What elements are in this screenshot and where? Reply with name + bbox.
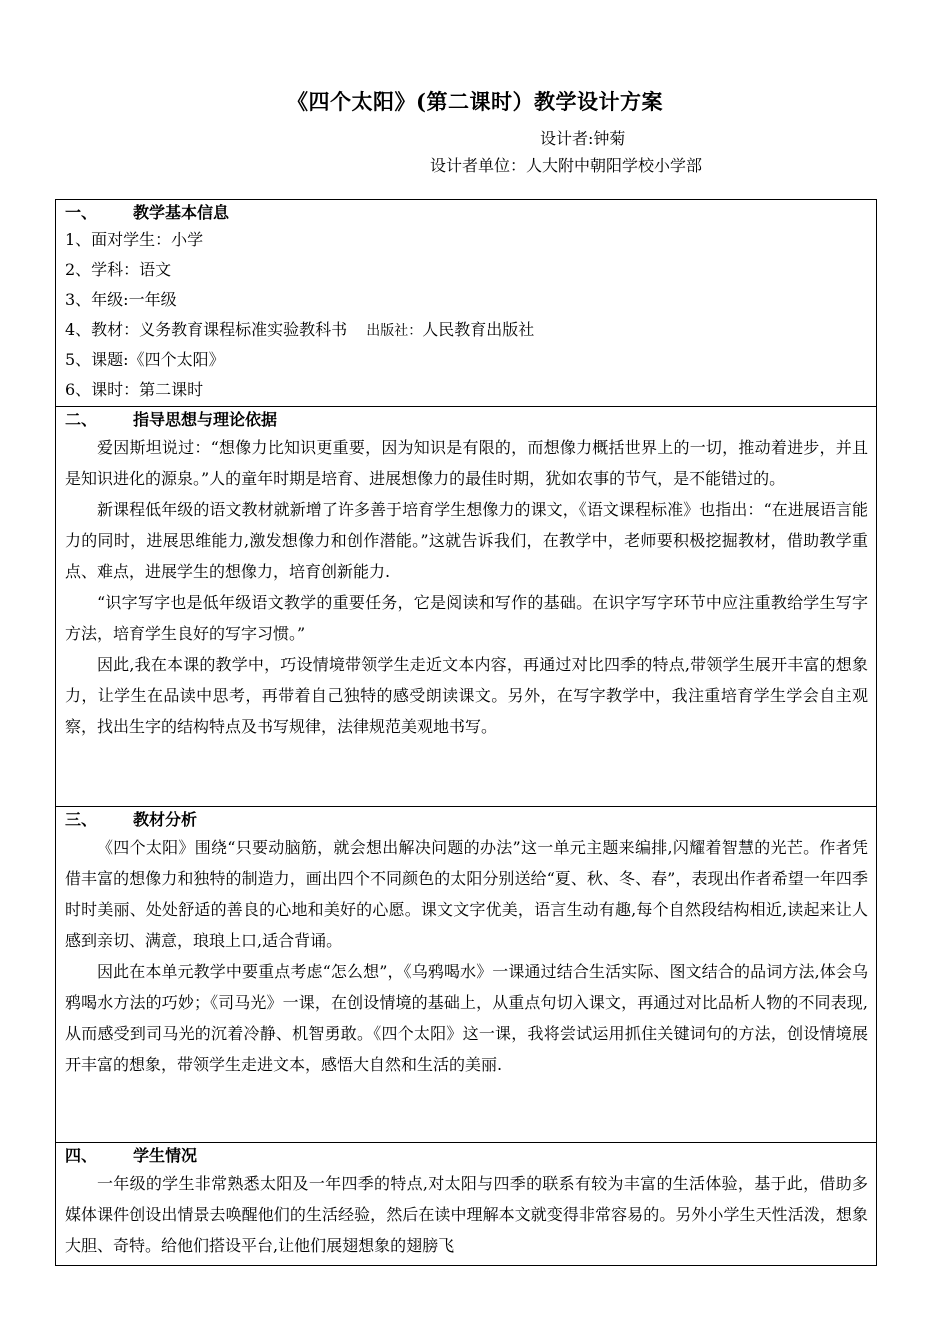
info-line-subject: 2、学科：语文 — [65, 260, 172, 279]
paragraph: 因此,我在本课的教学中，巧设情境带领学生走近文本内容，再通过对比四季的特点,带领学生展开丰富的想象力，让学生在品读中思考，再带着自己独特的感受朗读课文。另外，在写字教学中，我注重培育学生学会自主观察，找出生字的结构特点及书写规律，法律规范美观地书写。 — [65, 655, 868, 736]
section-heading — [65, 1143, 868, 1168]
section-heading — [65, 807, 868, 832]
info-line-textbook — [65, 315, 868, 345]
section-number: 一、 — [65, 203, 98, 222]
section-title: 学生情况 — [133, 1146, 198, 1165]
section-textbook-analysis — [56, 807, 876, 1143]
paragraph: 因此在本单元教学中要重点考虑“怎么想”，《乌鸦喝水》一课通过结合生活实际、图文结合的品词方法,体会乌鸦喝水方法的巧妙；《司马光》一课，在创设情境的基础上，从重点句切入课文，再通过对比品析人物的不同表现,从而感受到司马光的沉着冷静、机智勇敢。《四个太阳》这一课，我将尝试运用抓住关键词句的方法，创设情境展开丰富的想象，带领学生走进文本，感悟大自然和生活的美丽. — [65, 962, 868, 1074]
info-line-student: 1、面对学生：小学 — [65, 230, 204, 249]
paragraph: 新课程低年级的语文教材就新增了许多善于培育学生想像力的课文，《语文课程标准》也指出：“在进展语言能力的同时，进展思维能力,激发想像力和创作潜能。”这就告诉我们，在教学中，老师要积极挖掘教材，借助教学重点、难点，进展学生的想像力，培育创新能力. — [65, 500, 868, 581]
paragraph: 爱因斯坦说过：“想像力比知识更重要，因为知识是有限的，而想像力概括世界上的一切，推动着进步，并且是知识进化的源泉。”人的童年时期是培育、进展想像力的最佳时期，犹如农事的节气，是不能错过的。 — [65, 438, 868, 488]
section-heading — [65, 407, 868, 432]
section-number: 三、 — [65, 810, 98, 829]
section-title: 教学基本信息 — [133, 203, 230, 222]
section-student-situation — [56, 1143, 876, 1266]
section-basic-info — [56, 200, 876, 407]
paragraph: “识字写字也是低年级语文教学的重要任务，它是阅读和写作的基础。在识字写字环节中应注重教给学生写字方法，培育学生良好的写字习惯。” — [65, 593, 868, 643]
textbook-value: 4、教材：义务教育课程标准实验教科书 — [65, 320, 348, 339]
section-number: 二、 — [65, 410, 98, 429]
publisher-label: 出版社： — [366, 323, 423, 339]
section-heading — [65, 200, 868, 225]
info-line-topic: 5、课题:《四个太阳》 — [65, 350, 225, 369]
page-title: 《四个太阳》(第二课时）教学设计方案 — [287, 89, 663, 114]
section-title: 教材分析 — [133, 810, 198, 829]
section-title: 指导思想与理论依据 — [133, 410, 278, 429]
section-number: 四、 — [65, 1146, 98, 1165]
section-guiding-theory — [56, 407, 876, 807]
designer-unit: 设计者单位：人大附中朝阳学校小学部 — [430, 156, 703, 175]
paragraph: 《四个太阳》围绕“只要动脑筋，就会想出解决问题的办法”这一单元主题来编排,闪耀着智慧的光芒。作者凭借丰富的想像力和独特的制造力，画出四个不同颜色的太阳分别送给“夏、秋、冬、春”，表现出作者希望一年四季时时美丽、处处舒适的善良的心地和美好的心愿。课文文字优美，语言生动有趣,每个自然段结构相近,读起来让人感到亲切、满意，琅琅上口,适合背诵。 — [65, 838, 868, 950]
publisher-value: 人民教育出版社 — [422, 320, 535, 339]
paragraph: 一年级的学生非常熟悉太阳及一年四季的特点,对太阳与四季的联系有较为丰富的生活体验，基于此，借助多媒体课件创设出情景去唤醒他们的生活经验，然后在读中理解本文就变得非常容易的。另外小学生天性活泼，想象大胆、奇特。给他们搭设平台,让他们展翅想象的翅膀飞 — [65, 1174, 868, 1255]
info-line-period: 6、课时：第二课时 — [65, 380, 204, 399]
designer-name: 设计者:钟菊 — [540, 129, 626, 148]
lesson-plan-table — [55, 199, 877, 1266]
info-line-grade: 3、年级:一年级 — [65, 290, 177, 309]
